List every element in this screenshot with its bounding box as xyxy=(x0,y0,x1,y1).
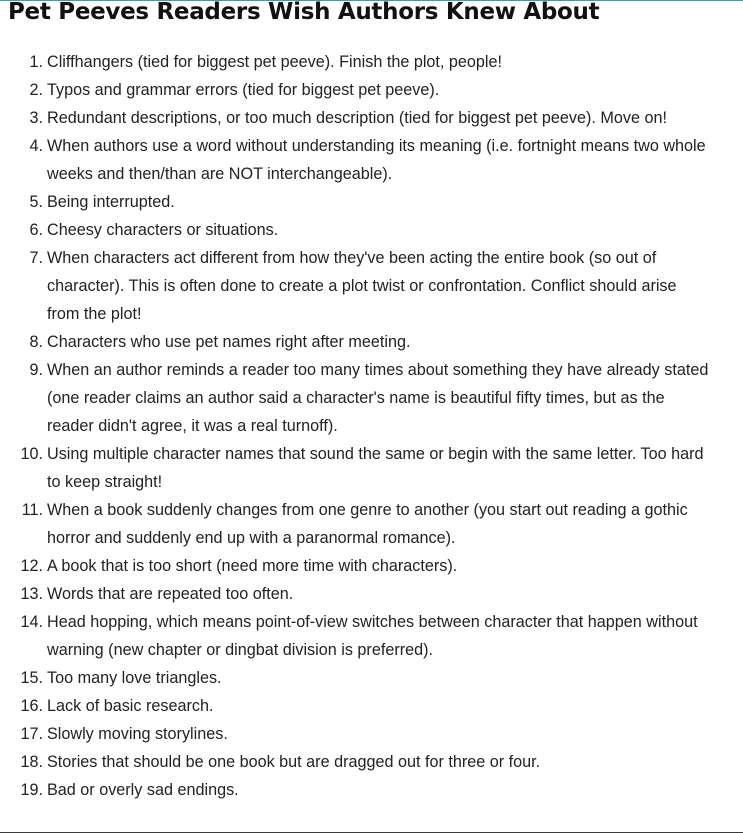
pet-peeves-list xyxy=(0,48,712,804)
list-item xyxy=(0,720,712,748)
item-text: Head hopping, which means point-of-view switches between character that happen without warning (new chapter or dingbat division is preferred). xyxy=(47,613,698,659)
list-item xyxy=(0,244,712,328)
list-item xyxy=(0,48,712,76)
item-number: 14. xyxy=(20,613,43,631)
item-text: Slowly moving storylines. xyxy=(47,725,228,743)
item-number: 9. xyxy=(29,361,43,379)
list-item xyxy=(0,440,712,496)
list-item xyxy=(0,608,712,664)
item-number: 15. xyxy=(20,669,43,687)
item-text: When a book suddenly changes from one genre to another (you start out reading a gothic horror and suddenly end up with a paranormal romance). xyxy=(47,501,688,547)
item-number: 17. xyxy=(20,725,43,743)
item-text: Cliffhangers (tied for biggest pet peeve). Finish the plot, people! xyxy=(47,53,503,71)
list-item xyxy=(0,356,712,440)
item-text: Characters who use pet names right after meeting. xyxy=(47,333,411,351)
item-number: 5. xyxy=(29,193,43,211)
item-number: 16. xyxy=(20,697,43,715)
item-number: 19. xyxy=(20,781,43,799)
item-text: When characters act different from how they've been acting the entire book (so out of character). This is often done to create a plot twist or confrontation. Conflict should arise from the plot! xyxy=(47,249,677,323)
page-title: Pet Peeves Readers Wish Authors Knew About xyxy=(8,0,600,25)
list-item xyxy=(0,748,712,776)
item-text: Words that are repeated too often. xyxy=(47,585,294,603)
item-text: Being interrupted. xyxy=(47,193,175,211)
list-item xyxy=(0,76,712,104)
item-number: 3. xyxy=(29,109,43,127)
item-text: A book that is too short (need more time with characters). xyxy=(47,557,458,575)
item-number: 1. xyxy=(29,53,43,71)
item-text: Using multiple character names that sound the same or begin with the same letter. Too hard to keep straight! xyxy=(47,445,704,491)
item-number: 2. xyxy=(29,81,43,99)
item-text: Lack of basic research. xyxy=(47,697,214,715)
item-number: 4. xyxy=(29,137,43,155)
item-number: 13. xyxy=(20,585,43,603)
item-number: 8. xyxy=(29,333,43,351)
list-item xyxy=(0,132,712,188)
list-item xyxy=(0,104,712,132)
list-item xyxy=(0,580,712,608)
item-number: 7. xyxy=(29,249,43,267)
item-number: 18. xyxy=(20,753,43,771)
list-item xyxy=(0,692,712,720)
item-number: 11. xyxy=(21,501,43,519)
item-text: When authors use a word without understanding its meaning (i.e. fortnight means two whole weeks and then/than are NOT interchangeable). xyxy=(47,137,706,183)
item-text: When an author reminds a reader too many times about something they have already stated (one reader claims an author said a character's name is beautiful fifty times, but as the reader didn't agree, it was a real turnoff). xyxy=(47,361,709,435)
item-number: 10. xyxy=(20,445,43,463)
list-item xyxy=(0,188,712,216)
list-item xyxy=(0,664,712,692)
item-text: Bad or overly sad endings. xyxy=(47,781,239,799)
list-item xyxy=(0,496,712,552)
item-text: Redundant descriptions, or too much description (tied for biggest pet peeve). Move on! xyxy=(47,109,667,127)
item-text: Typos and grammar errors (tied for biggest pet peeve). xyxy=(47,81,440,99)
item-number: 12. xyxy=(20,557,43,575)
item-number: 6. xyxy=(29,221,43,239)
list-item xyxy=(0,552,712,580)
item-text: Cheesy characters or situations. xyxy=(47,221,279,239)
item-text: Stories that should be one book but are dragged out for three or four. xyxy=(47,753,541,771)
list-item xyxy=(0,216,712,244)
item-text: Too many love triangles. xyxy=(47,669,222,687)
list-item xyxy=(0,776,712,804)
list-item xyxy=(0,328,712,356)
